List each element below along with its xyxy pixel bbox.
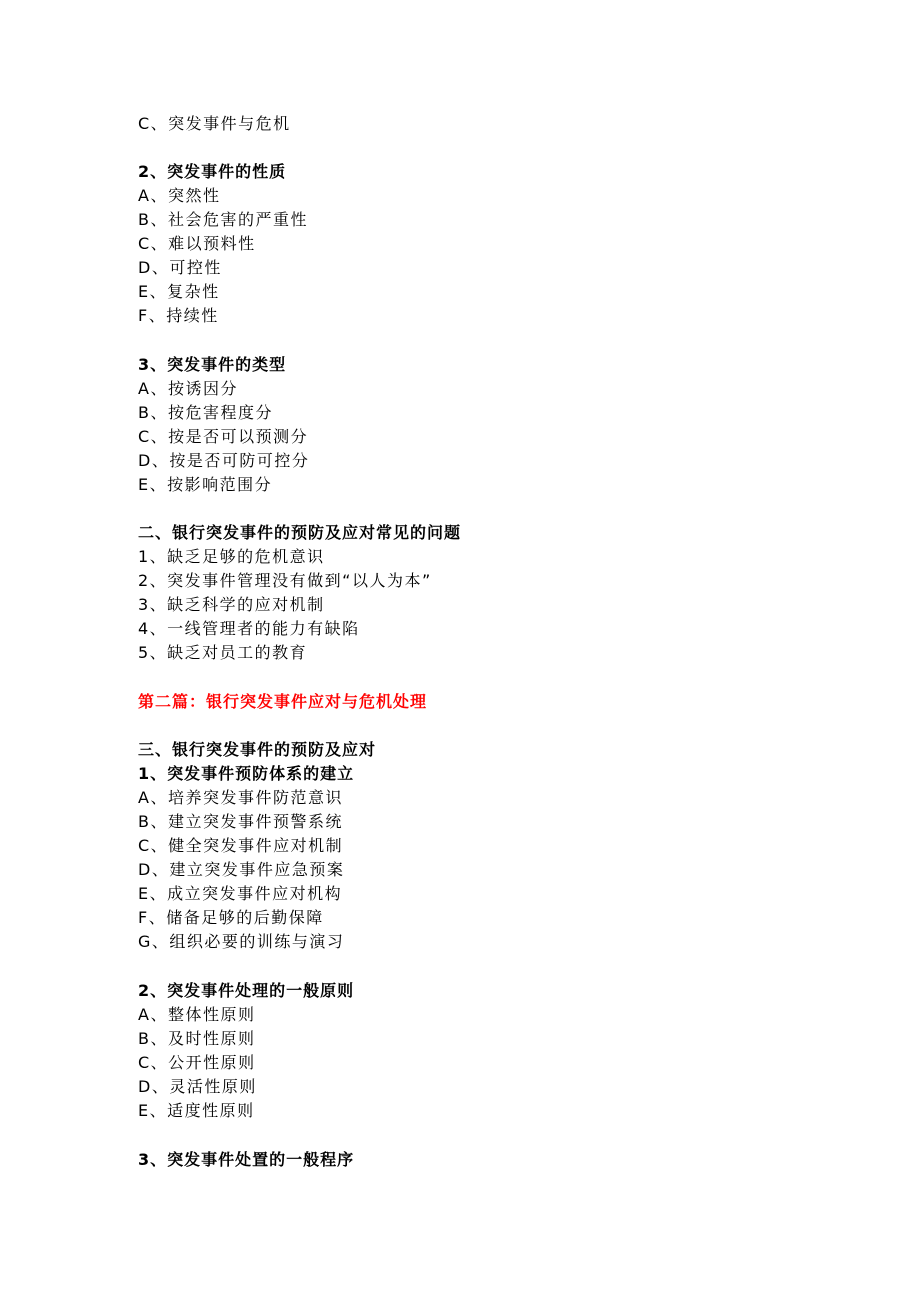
list-item: D、灵活性原则: [138, 1077, 257, 1096]
list-item: 4、一线管理者的能力有缺陷: [138, 619, 360, 638]
list-item: C、健全突发事件应对机制: [138, 836, 344, 855]
list-item: C、难以预料性: [138, 234, 256, 253]
list-item: F、储备足够的后勤保障: [138, 908, 324, 927]
section-heading: 2、突发事件的性质: [138, 162, 287, 181]
list-item: D、按是否可防可控分: [138, 451, 310, 470]
list-item: E、适度性原则: [138, 1101, 255, 1120]
list-item: 1、缺乏足够的危机意识: [138, 547, 325, 566]
list-item: E、成立突发事件应对机构: [138, 884, 343, 903]
list-item: F、持续性: [138, 306, 219, 325]
list-item: B、及时性原则: [138, 1029, 256, 1048]
chapter-heading: 二、银行突发事件的预防及应对常见的问题: [138, 523, 462, 542]
section-heading: 2、突发事件处理的一般原则: [138, 981, 355, 1000]
list-item: 3、缺乏科学的应对机制: [138, 595, 325, 614]
list-item: A、按诱因分: [138, 379, 238, 398]
list-item: B、社会危害的严重性: [138, 210, 308, 229]
section-heading: 3、突发事件处置的一般程序: [138, 1150, 355, 1169]
list-item: C、公开性原则: [138, 1053, 256, 1072]
section-heading: 3、突发事件的类型: [138, 355, 287, 374]
list-item: A、培养突发事件防范意识: [138, 788, 343, 807]
list-item: 5、缺乏对员工的教育: [138, 643, 308, 662]
list-item: D、可控性: [138, 258, 222, 277]
list-item: B、按危害程度分: [138, 403, 273, 422]
list-item: E、按影响范围分: [138, 475, 273, 494]
chapter-heading: 三、银行突发事件的预防及应对: [138, 740, 377, 759]
list-item: C、按是否可以预测分: [138, 427, 309, 446]
section-heading: 1、突发事件预防体系的建立: [138, 764, 355, 783]
list-item: A、突然性: [138, 186, 221, 205]
list-item: B、建立突发事件预警系统: [138, 812, 343, 831]
list-item: 2、突发事件管理没有做到“以人为本”: [138, 571, 432, 590]
list-item: A、整体性原则: [138, 1005, 256, 1024]
list-item: G、组织必要的训练与演习: [138, 932, 345, 951]
list-item: E、复杂性: [138, 282, 220, 301]
list-item: C、突发事件与危机: [138, 114, 291, 133]
list-item: D、建立突发事件应急预案: [138, 860, 345, 879]
part-title: 第二篇：银行突发事件应对与危机处理: [138, 692, 428, 711]
